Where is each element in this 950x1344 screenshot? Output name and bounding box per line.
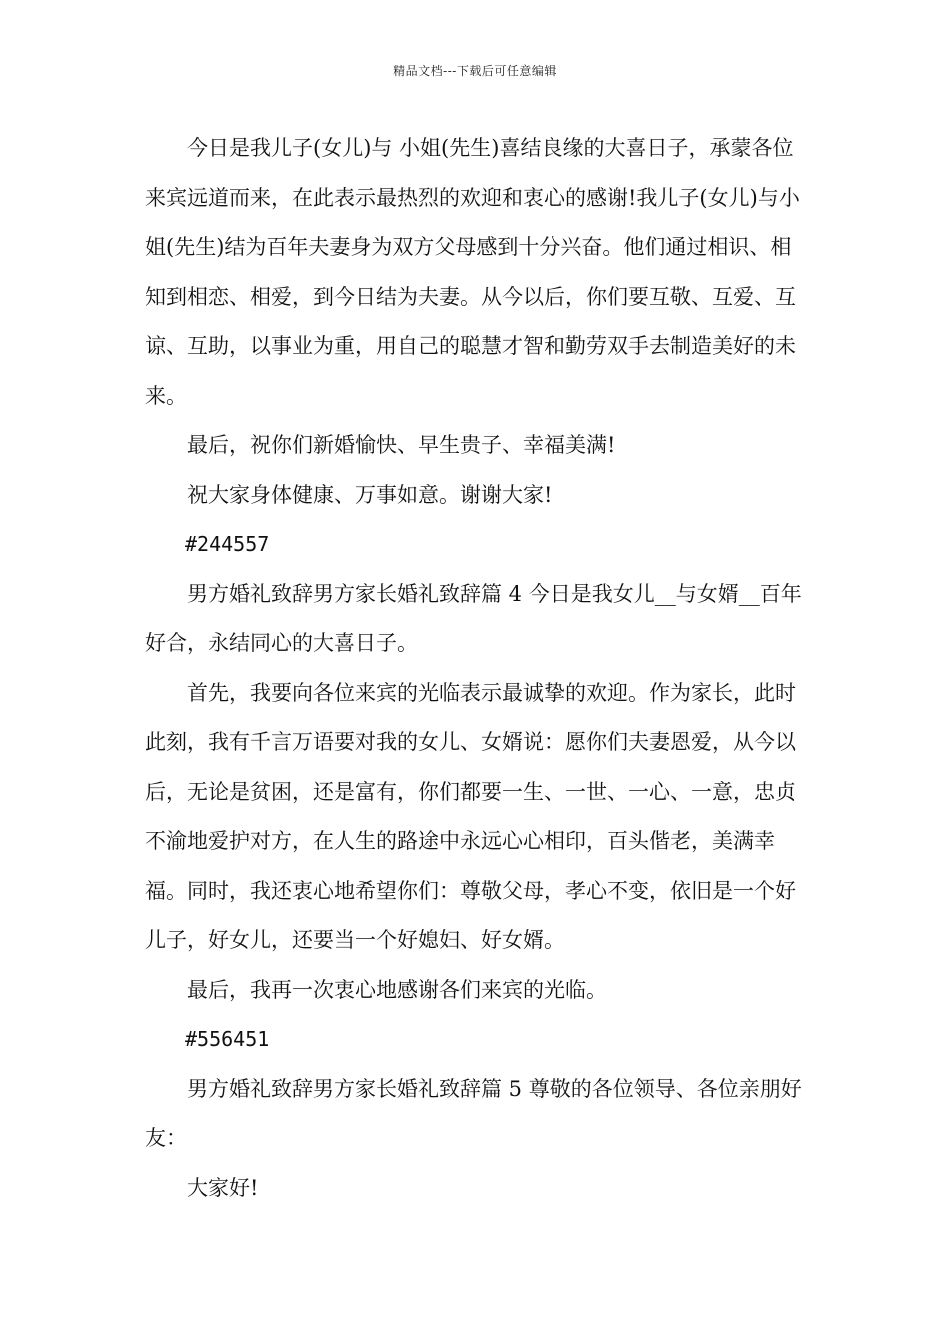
- paragraph: 男方婚礼致辞男方家长婚礼致辞篇 4 今日是我女儿__与女婿__百年好合，永结同心的大喜日子。: [145, 581, 802, 655]
- paragraph: 男方婚礼致辞男方家长婚礼致辞篇 5 尊敬的各位领导、各位亲朋好友：: [145, 1076, 802, 1150]
- paragraph: 大家好!: [187, 1175, 259, 1200]
- document-tag: #556451: [185, 1027, 270, 1051]
- document-body: [145, 124, 810, 1213]
- document-tag: #244557: [185, 532, 270, 556]
- paragraph: 最后，我再一次衷心地感谢各们来宾的光临。: [187, 977, 607, 1002]
- paragraph: 最后，祝你们新婚愉快、早生贵子、幸福美满!: [187, 433, 616, 457]
- paragraph: 今日是我儿子(女儿)与 小姐(先生)喜结良缘的大喜日子，承蒙各位来宾远道而来，在此表示最热烈的欢迎和衷心的感谢!我儿子(女儿)与小姐(先生)结为百年夫妻身为双方父母感到十分兴奋。他们通过相识、相知到相恋、相爱，到今日结为夫妻。从今以后，你们要互敬、互爱、互谅、互助，以事业为重，用自己的聪慧才智和勤劳双手去制造美好的未来。: [145, 136, 800, 408]
- paragraph: 首先，我要向各位来宾的光临表示最诚挚的欢迎。作为家长，此时此刻，我有千言万语要对我的女儿、女婿说：愿你们夫妻恩爱，从今以后，无论是贫困，还是富有，你们都要一生、一世、一心、一意，忠贞不渝地爱护对方，在人生的路途中永远心心相印，百头偕老，美满幸福。同时，我还衷心地希望你们：尊敬父母，孝心不变，依旧是一个好儿子，好女儿，还要当一个好媳妇、好女婿。: [145, 680, 796, 952]
- page-header: 精品文档---下载后可任意编辑: [393, 64, 557, 78]
- paragraph: 祝大家身体健康、万事如意。谢谢大家!: [187, 482, 553, 507]
